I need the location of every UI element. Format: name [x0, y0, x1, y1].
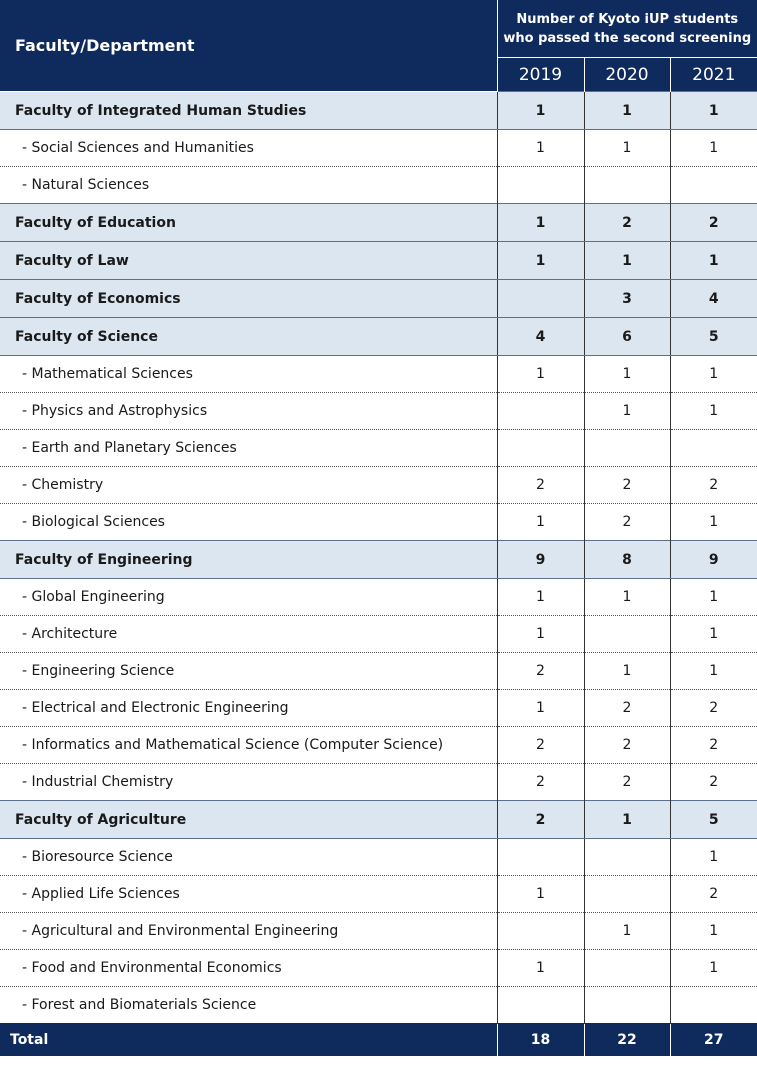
department-row — [0, 616, 757, 653]
faculty-name: Faculty of Integrated Human Studies — [0, 92, 497, 130]
department-row — [0, 167, 757, 204]
department-name: - Bioresource Science — [0, 839, 497, 876]
value-cell-2021: 1 — [670, 504, 757, 541]
department-name: - Natural Sciences — [0, 167, 497, 204]
value-cell-2021: 1 — [670, 616, 757, 653]
value-cell-2020: 2 — [584, 764, 670, 801]
value-cell-2019: 9 — [497, 541, 584, 579]
value-cell-2021: 1 — [670, 579, 757, 616]
department-row — [0, 579, 757, 616]
value-cell-2019 — [497, 167, 584, 204]
value-cell-2021: 1 — [670, 130, 757, 167]
value-cell-2019 — [497, 987, 584, 1024]
department-row — [0, 987, 757, 1024]
value-cell-2020: 1 — [584, 130, 670, 167]
value-cell-2020: 1 — [584, 242, 670, 280]
department-row — [0, 393, 757, 430]
value-cell-2021: 2 — [670, 727, 757, 764]
department-row — [0, 467, 757, 504]
faculty-name: Faculty of Education — [0, 204, 497, 242]
value-cell-2019: 1 — [497, 616, 584, 653]
department-name: - Chemistry — [0, 467, 497, 504]
value-cell-2020: 1 — [584, 913, 670, 950]
department-row — [0, 653, 757, 690]
department-name: - Electrical and Electronic Engineering — [0, 690, 497, 727]
value-cell-2021: 1 — [670, 92, 757, 130]
department-name: - Social Sciences and Humanities — [0, 130, 497, 167]
department-row — [0, 839, 757, 876]
value-cell-2019 — [497, 393, 584, 430]
value-cell-2021: 5 — [670, 318, 757, 356]
department-name: - Earth and Planetary Sciences — [0, 430, 497, 467]
value-cell-2019: 4 — [497, 318, 584, 356]
department-row — [0, 950, 757, 987]
faculty-row — [0, 801, 757, 839]
value-cell-2020: 2 — [584, 504, 670, 541]
faculty-row — [0, 204, 757, 242]
header-year-2019: 2019 — [497, 58, 584, 92]
value-cell-2020: 3 — [584, 280, 670, 318]
value-cell-2021: 1 — [670, 653, 757, 690]
faculty-row — [0, 318, 757, 356]
department-row — [0, 690, 757, 727]
value-cell-2020: 1 — [584, 356, 670, 393]
header-students-passed-line2: who passed the second screening — [503, 30, 752, 46]
faculty-row — [0, 541, 757, 579]
header-faculty-department: Faculty/Department — [0, 0, 497, 92]
department-row — [0, 764, 757, 801]
value-cell-2020 — [584, 987, 670, 1024]
value-cell-2021: 1 — [670, 242, 757, 280]
value-cell-2019: 2 — [497, 653, 584, 690]
header-year-2020: 2020 — [584, 58, 670, 92]
value-cell-2020: 8 — [584, 541, 670, 579]
total-label: Total — [0, 1024, 497, 1057]
value-cell-2019: 1 — [497, 130, 584, 167]
department-row — [0, 727, 757, 764]
department-name: - Applied Life Sciences — [0, 876, 497, 913]
value-cell-2021: 9 — [670, 541, 757, 579]
value-cell-2020: 1 — [584, 653, 670, 690]
value-cell-2021 — [670, 167, 757, 204]
faculty-name: Faculty of Economics — [0, 280, 497, 318]
department-name: - Forest and Biomaterials Science — [0, 987, 497, 1024]
department-name: - Food and Environmental Economics — [0, 950, 497, 987]
value-cell-2021: 1 — [670, 913, 757, 950]
total-2019: 18 — [497, 1024, 584, 1057]
value-cell-2019 — [497, 280, 584, 318]
value-cell-2019: 1 — [497, 92, 584, 130]
value-cell-2019: 1 — [497, 356, 584, 393]
value-cell-2019: 1 — [497, 242, 584, 280]
value-cell-2020 — [584, 839, 670, 876]
value-cell-2021: 2 — [670, 467, 757, 504]
department-row — [0, 876, 757, 913]
department-name: - Industrial Chemistry — [0, 764, 497, 801]
value-cell-2019: 2 — [497, 467, 584, 504]
department-name: - Biological Sciences — [0, 504, 497, 541]
value-cell-2020 — [584, 616, 670, 653]
faculty-row — [0, 92, 757, 130]
value-cell-2021: 1 — [670, 839, 757, 876]
faculty-row — [0, 242, 757, 280]
value-cell-2021 — [670, 987, 757, 1024]
value-cell-2020: 2 — [584, 727, 670, 764]
value-cell-2021 — [670, 430, 757, 467]
value-cell-2021: 2 — [670, 764, 757, 801]
value-cell-2021: 2 — [670, 690, 757, 727]
value-cell-2019: 2 — [497, 727, 584, 764]
value-cell-2019: 1 — [497, 876, 584, 913]
value-cell-2020 — [584, 430, 670, 467]
department-row — [0, 504, 757, 541]
header-year-2021: 2021 — [670, 58, 757, 92]
value-cell-2019: 2 — [497, 764, 584, 801]
value-cell-2019: 1 — [497, 504, 584, 541]
value-cell-2019: 2 — [497, 801, 584, 839]
value-cell-2020: 2 — [584, 690, 670, 727]
department-name: - Architecture — [0, 616, 497, 653]
department-name: - Engineering Science — [0, 653, 497, 690]
value-cell-2021: 1 — [670, 356, 757, 393]
faculty-name: Faculty of Science — [0, 318, 497, 356]
department-name: - Physics and Astrophysics — [0, 393, 497, 430]
value-cell-2020: 1 — [584, 92, 670, 130]
value-cell-2019 — [497, 913, 584, 950]
department-name: - Global Engineering — [0, 579, 497, 616]
total-2020: 22 — [584, 1024, 670, 1057]
value-cell-2021: 2 — [670, 876, 757, 913]
value-cell-2020: 1 — [584, 579, 670, 616]
total-row — [0, 1024, 757, 1057]
faculty-name: Faculty of Law — [0, 242, 497, 280]
department-row — [0, 430, 757, 467]
value-cell-2019 — [497, 839, 584, 876]
value-cell-2020: 6 — [584, 318, 670, 356]
value-cell-2020 — [584, 876, 670, 913]
header-students-passed-line1: Number of Kyoto iUP students — [516, 11, 739, 27]
value-cell-2020: 1 — [584, 801, 670, 839]
total-2021: 27 — [670, 1024, 757, 1057]
value-cell-2021: 5 — [670, 801, 757, 839]
value-cell-2019: 1 — [497, 950, 584, 987]
faculty-name: Faculty of Engineering — [0, 541, 497, 579]
value-cell-2021: 2 — [670, 204, 757, 242]
value-cell-2021: 4 — [670, 280, 757, 318]
department-name: - Informatics and Mathematical Science (Computer Science) — [0, 727, 497, 764]
department-name: - Mathematical Sciences — [0, 356, 497, 393]
value-cell-2020: 2 — [584, 467, 670, 504]
value-cell-2019: 1 — [497, 579, 584, 616]
department-row — [0, 130, 757, 167]
value-cell-2020 — [584, 167, 670, 204]
faculty-row — [0, 280, 757, 318]
value-cell-2020 — [584, 950, 670, 987]
table-body — [0, 92, 757, 1024]
value-cell-2019: 1 — [497, 204, 584, 242]
value-cell-2021: 1 — [670, 950, 757, 987]
value-cell-2020: 1 — [584, 393, 670, 430]
faculty-name: Faculty of Agriculture — [0, 801, 497, 839]
value-cell-2019: 1 — [497, 690, 584, 727]
department-row — [0, 913, 757, 950]
value-cell-2021: 1 — [670, 393, 757, 430]
department-row — [0, 356, 757, 393]
header-students-passed — [497, 0, 757, 58]
value-cell-2020: 2 — [584, 204, 670, 242]
department-name: - Agricultural and Environmental Engineering — [0, 913, 497, 950]
value-cell-2019 — [497, 430, 584, 467]
